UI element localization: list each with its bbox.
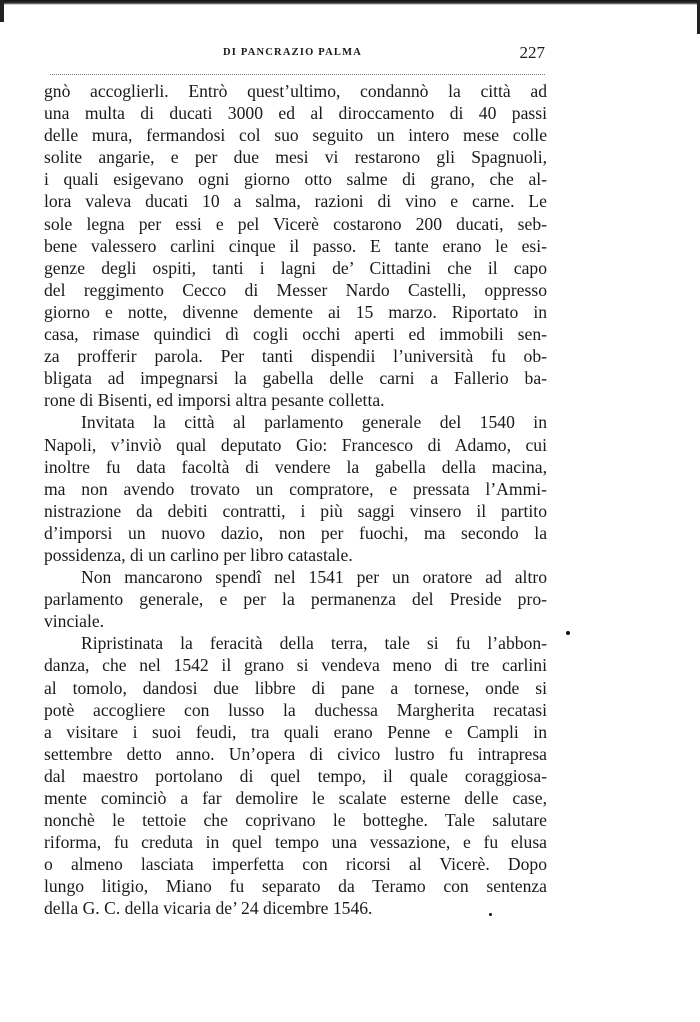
text-line: delle mura, fermandosi col suo seguito un intero mese colle [44,125,547,146]
text-line: una multa di ducati 3000 ed al diroccamento di 40 passi [44,103,547,124]
text-line: riforma, fu creduta in quel tempo una vessazione, e fu elusa [44,832,547,853]
text-line: della G. C. della vicaria de’ 24 dicembre 1546. [44,898,373,919]
text-line: del reggimento Cecco di Messer Nardo Castelli, oppresso [44,279,547,300]
text-line: o almeno lasciata imperfetta con ricorsi al Vicerè. Dopo [44,854,547,875]
text-line: danza, che nel 1542 il grano si vendeva meno di tre carlini [44,655,547,676]
text-line: inoltre fu data facoltà di vendere la gabella della macina, [44,456,547,477]
text-line: Napoli, v’inviò qual deputato Gio: Francesco di Adamo, cui [44,434,547,455]
text-line: i quali esigevano ogni giorno otto salme di grano, che al- [44,169,547,190]
paragraph-start-line: Invitata la città al parlamento generale del 1540 in [81,412,547,433]
text-line: lora valeva ducati 10 a salma, razioni di vino e carne. Le [44,191,547,212]
text-line: dal maestro portolano di quel tempo, il quale coraggiosa- [44,765,547,786]
running-title: DI PANCRAZIO PALMA [222,47,363,58]
ink-speck [566,631,570,635]
body-text [44,80,547,920]
text-line: d’imporsi un nuovo dazio, non per fuochi, ma secondo la [44,522,547,543]
text-line: casa, rimase quindici dì cogli occhi aperti ed immobili sen- [44,324,547,345]
text-line: lungo litigio, Miano fu separato da Teramo con sentenza [44,876,547,897]
text-line: rone di Bisenti, ed imporsi altra pesante colletta. [44,390,385,411]
text-line: bene valessero carlini cinque il passo. E tante erano le esi- [44,235,547,256]
text-line: genze degli ospiti, tanti i lagni de’ Cittadini che il capo [44,257,547,278]
header-dotted-rule [50,74,545,75]
scan-top-edge [0,0,700,5]
text-line: settembre detto anno. Un’opera di civico lustro fu intrapresa [44,743,547,764]
paragraph-start-line: Non mancarono spendî nel 1541 per un oratore ad altro [81,567,547,588]
text-line: vinciale. [44,611,105,632]
text-line: potè accogliere con lusso la duchessa Margherita recatasi [44,699,547,720]
running-head [40,43,545,65]
text-line: ma non avendo trovato un compratore, e pressata l’Ammi- [44,478,547,499]
ink-speck [489,913,492,916]
text-line: gnò accoglierli. Entrò quest’ultimo, condannò la città ad [44,81,547,101]
text-line: mente cominciò a far demolire le scalate esterne delle case, [44,788,547,808]
text-line: nonchè le tettoie che coprivano le botteghe. Tale salutare [44,810,547,831]
paragraph-start-line: Ripristinata la feracità della terra, tale si fu l’abbon- [81,633,547,654]
text-line: nistrazione da debiti contratti, i più saggi vinsero il partito [44,500,547,521]
text-line: al tomolo, dandosi due libbre di pane a tornese, onde si [44,677,547,698]
page-number: 227 [519,43,545,62]
text-line: parlamento generale, e per la permanenza del Preside pro- [44,589,547,610]
text-line: za profferir parola. Per tanti dispendii l’università fu ob- [44,346,547,367]
text-line: a visitare i suoi feudi, tra quali erano Penne e Campli in [44,721,547,742]
text-line: bligata ad impegnarsi la gabella delle carni a Fallerio ba- [44,368,547,389]
scan-left-edge [0,0,4,22]
text-line: possidenza, di un carlino per libro catastale. [44,544,353,565]
text-line: solite angarie, e per due mesi vi restarono gli Spagnuoli, [44,147,547,168]
text-line: sole legna per essi e pel Vicerè costarono 200 ducati, seb- [44,213,547,234]
text-line: giorno e notte, divenne demente ai 15 marzo. Riportato in [44,301,547,322]
